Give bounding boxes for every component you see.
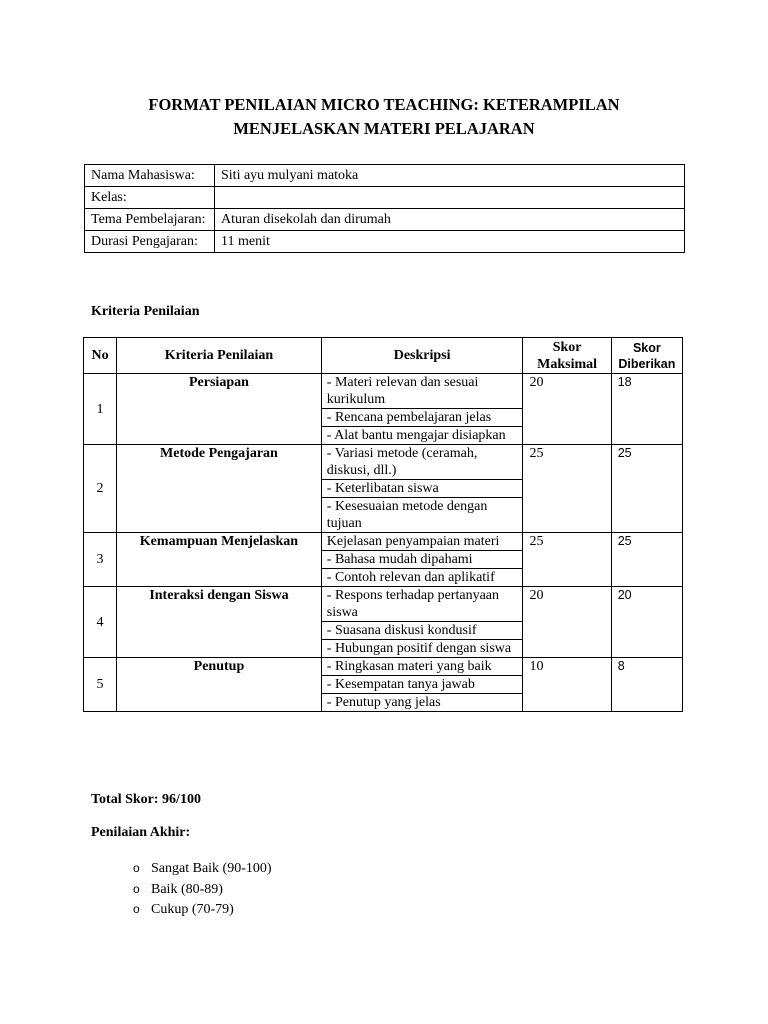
criteria-description: - Suasana diskusi kondusif: [321, 622, 523, 640]
criteria-description: - Keterlibatan siswa: [321, 480, 523, 498]
criteria-row: [84, 533, 683, 551]
criteria-name: Persiapan: [117, 374, 322, 445]
criteria-row: [84, 587, 683, 622]
info-value: Aturan disekolah dan dirumah: [215, 209, 685, 231]
max-score: 10: [523, 658, 611, 712]
given-score: 18: [611, 374, 682, 445]
info-label: Kelas:: [85, 187, 215, 209]
total-score: Total Skor: 96/100: [91, 792, 201, 807]
info-label: Tema Pembelajaran:: [85, 209, 215, 231]
title-line-2: MENJELASKAN MATERI PELAJARAN: [233, 119, 535, 138]
circle-bullet-icon: o: [133, 861, 140, 875]
criteria-description: - Contoh relevan dan aplikatif: [321, 569, 523, 587]
given-score: 25: [611, 445, 682, 533]
criteria-description: - Materi relevan dan sesuai kurikulum: [321, 374, 523, 409]
circle-bullet-icon: o: [133, 881, 140, 896]
title-line-1: FORMAT PENILAIAN MICRO TEACHING: KETERAMPILAN: [148, 95, 620, 114]
criteria-description: - Bahasa mudah dipahami: [321, 551, 523, 569]
given-score: 25: [611, 533, 682, 587]
criteria-description: - Respons terhadap pertanyaan siswa: [321, 587, 523, 622]
info-value: 11 menit: [215, 231, 685, 253]
criteria-row: [84, 445, 683, 480]
info-value: Siti ayu mulyani matoka: [215, 165, 685, 187]
criteria-name: Penutup: [117, 658, 322, 712]
criteria-no: 3: [84, 533, 117, 587]
criteria-description: - Kesesuaian metode dengan tujuan: [321, 498, 523, 533]
criteria-name: Metode Pengajaran: [117, 445, 322, 533]
header-no: No: [84, 338, 117, 374]
grade-label: Baik (80-89): [151, 881, 223, 897]
given-score: 20: [611, 587, 682, 658]
info-row-theme: [85, 209, 685, 231]
criteria-description: - Variasi metode (ceramah, diskusi, dll.): [321, 445, 523, 480]
final-assessment-heading: Penilaian Akhir:: [91, 825, 191, 840]
criteria-no: 4: [84, 587, 117, 658]
max-score: 20: [523, 587, 611, 658]
criteria-description: - Kesempatan tanya jawab: [321, 676, 523, 694]
max-score: 25: [523, 533, 611, 587]
criteria-description: Kejelasan penyampaian materi: [321, 533, 523, 551]
header-skor-diberikan: Skor Diberikan: [611, 338, 682, 374]
criteria-description: - Ringkasan materi yang baik: [321, 658, 523, 676]
criteria-name: Kemampuan Menjelaskan: [117, 533, 322, 587]
grade-label: Sangat Baik (90-100): [151, 861, 272, 876]
grade-list: [133, 858, 272, 920]
criteria-description: - Hubungan positif dengan siswa: [321, 640, 523, 658]
info-row-name: [85, 165, 685, 187]
criteria-description: - Alat bantu mengajar disiapkan: [321, 427, 523, 445]
info-label: Durasi Pengajaran:: [85, 231, 215, 253]
criteria-no: 5: [84, 658, 117, 712]
list-item: [133, 899, 272, 920]
grade-label: Cukup (70-79): [151, 902, 234, 917]
header-kriteria: Kriteria Penilaian: [117, 338, 322, 374]
list-item: [133, 858, 272, 879]
given-score: 8: [611, 658, 682, 712]
section-heading: Kriteria Penilaian: [91, 304, 200, 319]
header-deskripsi: Deskripsi: [321, 338, 523, 374]
info-value: [215, 187, 685, 209]
criteria-no: 2: [84, 445, 117, 533]
criteria-description: - Rencana pembelajaran jelas: [321, 409, 523, 427]
criteria-table: [83, 337, 683, 712]
circle-bullet-icon: o: [133, 902, 140, 916]
criteria-name: Interaksi dengan Siswa: [117, 587, 322, 658]
document-title: [0, 93, 768, 141]
list-item: [133, 879, 272, 900]
criteria-no: 1: [84, 374, 117, 445]
info-row-duration: [85, 231, 685, 253]
max-score: 25: [523, 445, 611, 533]
max-score: 20: [523, 374, 611, 445]
criteria-description: - Penutup yang jelas: [321, 694, 523, 712]
criteria-row: [84, 658, 683, 676]
info-label: Nama Mahasiswa:: [85, 165, 215, 187]
info-row-class: [85, 187, 685, 209]
header-skor-maksimal: Skor Maksimal: [523, 338, 611, 374]
student-info-table: [84, 164, 685, 253]
criteria-row: [84, 374, 683, 409]
criteria-header-row: [84, 338, 683, 374]
